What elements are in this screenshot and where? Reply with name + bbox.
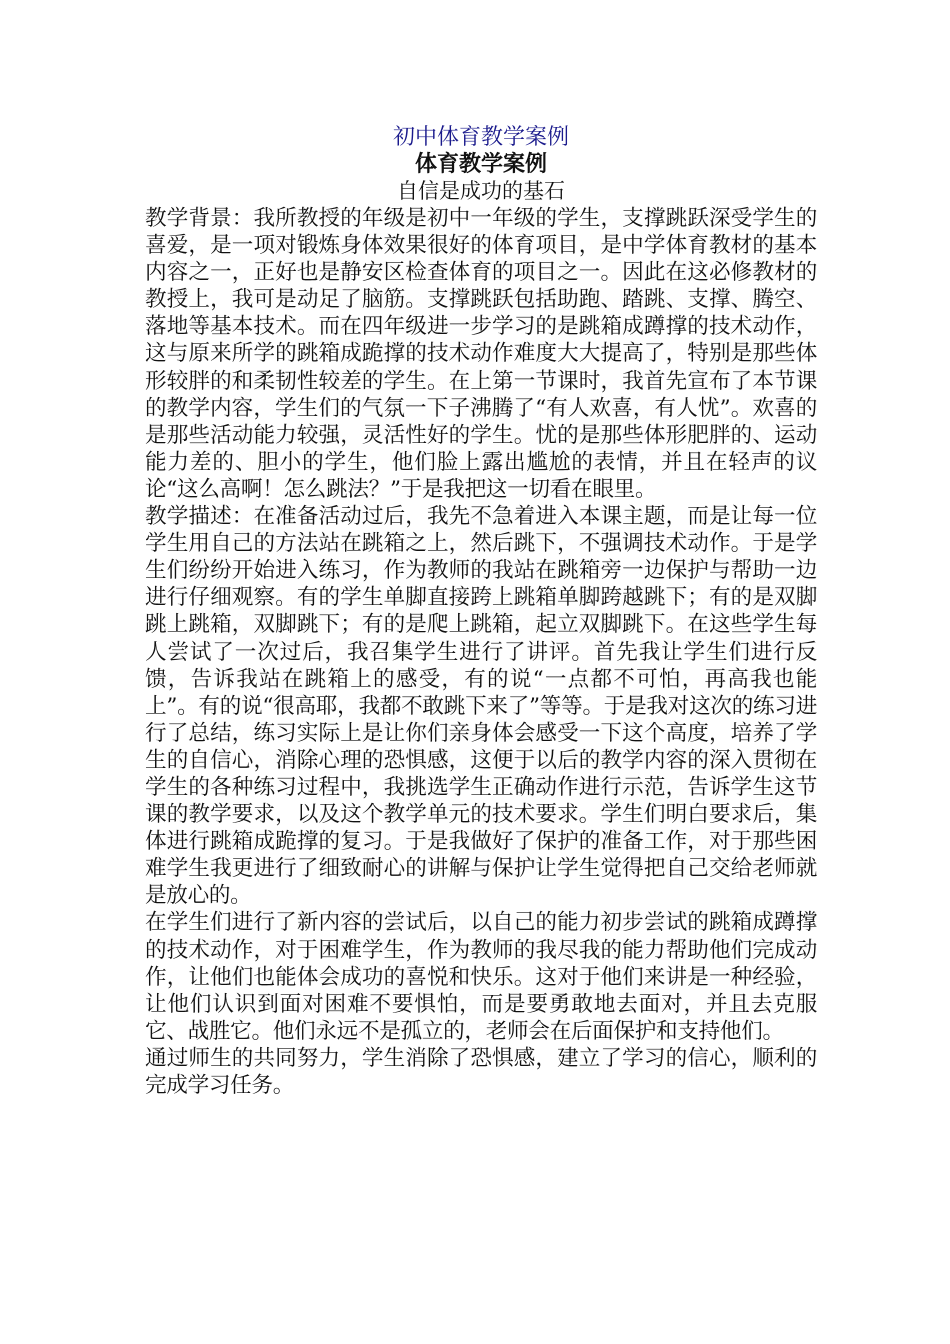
paragraph-description: 教学描述：在准备活动过后，我先不急着进入本课主题，而是让每一位学生用自己的方法站在跳箱之上，然后跳下，不强调技术动作。于是学生们纷纷开始进入练习，作为教师的我站在跳箱旁一边保护与帮助一边进行仔细观察。有的学生单脚直接跨上跳箱单脚跨越跳下；有的是双脚跳上跳箱，双脚跳下；有的是爬上跳箱，起立双脚跳下。在这些学生每人尝试了一次过后，我召集学生进行了讲评。首先我让学生们进行反馈，告诉我站在跳箱上的感受，有的说“一点都不可怕，再高我也能上”。有的说“很高耶，我都不敢跳下来了”等等。于是我对这次的练习进行了总结，练习实际上是让你们亲身体会感受一下这个高度，培养了学生的自信心，消除心理的恐惧感，这便于以后的教学内容的深入贯彻在学生的各种练习过程中，我挑选学生正确动作进行示范，告诉学生这节课的教学要求，以及这个教学单元的技术要求。学生们明白要求后，集体进行跳箱成跪撑的复习。于是我做好了保护的准备工作，对于那些困难学生我更进行了细致耐心的讲解与保护让学生觉得把自己交给老师就是放心的。 [145,504,817,909]
paragraph-attempt: 在学生们进行了新内容的尝试后，以自己的能力初步尝试的跳箱成蹲撑的技术动作，对于困难学生，作为教师的我尽我的能力帮助他们完成动作，让他们也能体会成功的喜悦和快乐。这对于他们来讲是一种经验，让他们认识到面对困难不要惧怕，而是要勇敢地去面对，并且去克服它、战胜它。他们永远不是孤立的，老师会在后面保护和支持他们。 [145,910,817,1044]
document-subtitle: 体育教学案例 [414,152,547,177]
paragraph-background: 教学背景：我所教授的年级是初中一年级的学生，支撑跳跃深受学生的喜爱，是一项对锻炼身体效果很好的体育项目，是中学体育教材的基本内容之一，正好也是静安区检查体育的项目之一。因此在这必修教材的教授上，我可是动足了脑筋。支撑跳跃包括助跑、踏跳、支撑、腾空、落地等基本技术。而在四年级进一步学习的是跳箱成蹲撑的技术动作，这与原来所学的跳箱成跪撑的技术动作难度大大提高了，特别是那些体形较胖的和柔韧性较差的学生。在上第一节课时，我首先宣布了本节课的教学内容，学生们的气氛一下子沸腾了“有人欢喜，有人忧”。欢喜的是那些活动能力较强，灵活性好的学生。忧的是那些体形肥胖的、运动能力差的、胆小的学生，他们脸上露出尴尬的表情，并且在轻声的议论“这么高啊！怎么跳法？”于是我把这一切看在眼里。 [145,206,817,502]
paragraph-conclusion: 通过师生的共同努力，学生消除了恐惧感，建立了学习的信心，顺利的完成学习任务。 [145,1045,817,1098]
document-page [145,124,817,1099]
document-heading: 自信是成功的基石 [397,179,565,203]
document-title: 初中体育教学案例 [392,125,569,150]
